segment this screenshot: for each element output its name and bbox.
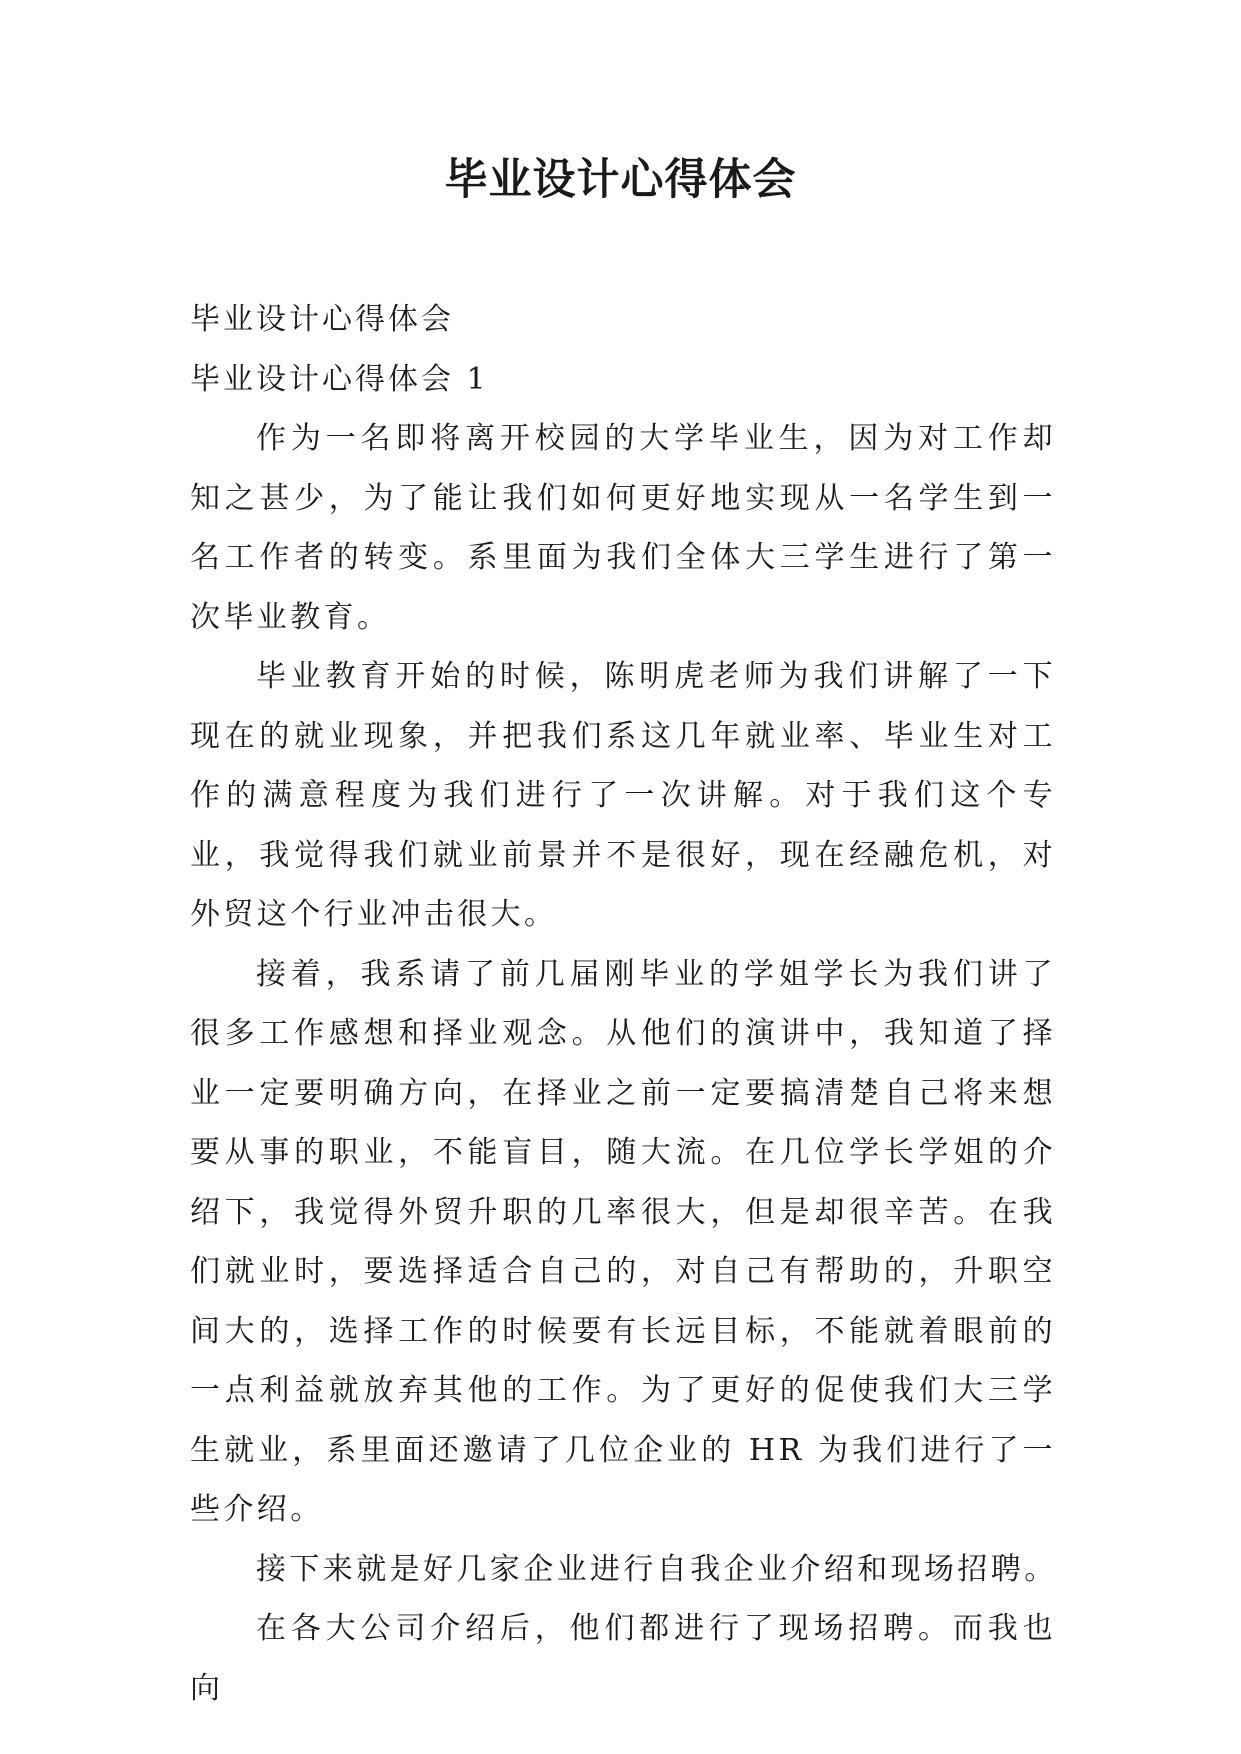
paragraph-3: 接着，我系请了前几届刚毕业的学姐学长为我们讲了很多工作感想和择业观念。从他们的演讲中，我知道了择业一定要明确方向，在择业之前一定要搞清楚自己将来想要从事的职业，不能盲目，随大流。在几位学长学姐的介绍下，我觉得外贸升职的几率很大，但是却很辛苦。在我们就业时，要选择适合自己的，对自己有帮助的，升职空间大的，选择工作的时候要有长远目标，不能就着眼前的一点利益就放弃其他的工作。为了更好的促使我们大三学生就业，系里面还邀请了几位企业的 HR 为我们进行了一些介绍。 bbox=[190, 956, 1056, 1527]
paragraph-1: 作为一名即将离开校园的大学毕业生，因为对工作却知之甚少，为了能让我们如何更好地实现从一名学生到一名工作者的转变。系里面为我们全体大三学生进行了第一次毕业教育。 bbox=[190, 421, 1056, 635]
document-subtitle: 毕业设计心得体会 bbox=[190, 302, 454, 337]
paragraph-4: 接下来就是好几家企业进行自我企业介绍和现场招聘。 bbox=[256, 1551, 1058, 1587]
paragraph-2: 毕业教育开始的时候，陈明虎老师为我们讲解了一下现在的就业现象，并把我们系这几年就业率、毕业生对工作的满意程度为我们进行了一次讲解。对于我们这个专业，我觉得我们就业前景并不是很好，现在经融危机，对外贸这个行业冲击很大。 bbox=[190, 659, 1056, 932]
document-title: 毕业设计心得体会 bbox=[444, 155, 797, 205]
section-heading: 毕业设计心得体会 1 bbox=[190, 361, 489, 397]
paragraph-5: 在各大公司介绍后，他们都进行了现场招聘。而我也向 bbox=[190, 1611, 1056, 1706]
document-body bbox=[190, 290, 1056, 1718]
